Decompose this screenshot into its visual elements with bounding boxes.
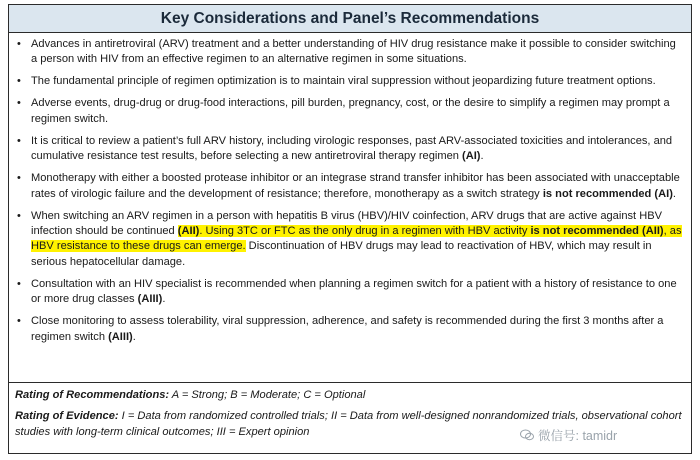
bullet-dot: • [17,38,21,50]
recommendations-list [9,33,691,345]
bullet-text: , as HBV resistance to these drugs can emerge. [31,225,682,253]
bullet-text: (AI) [462,150,481,163]
bullet-text: It is critical to review a patient’s full ARV history, including virologic responses, past ARV-associated toxicities and intolerances, and cumulative resistance test results, before selecting a new antiretroviral therapy regimen [31,134,673,163]
panel-title: Key Considerations and Panel’s Recommendations [9,5,691,33]
bullet-item [15,209,683,271]
bullet-item [15,171,683,202]
evidence-label: Rating of Evidence: [15,410,119,423]
bullet-text: When switching an ARV regimen in a person with hepatitis B virus (HBV)/HIV coinfection, ARV drugs that are active against HBV infection should be continued [31,209,663,238]
bullet-text: . Using 3TC or FTC as the only drug in a regimen with HBV activity [199,225,531,238]
bullet-text: Close monitoring to assess tolerability, viral suppression, adherence, and safety is recommended during the first 3 months after a regimen switch [31,315,664,343]
bullet-text: Consultation with an HIV specialist is recommended when planning a regimen switch for a patient with a history of resistance to one or more drug classes [31,277,677,306]
bullet-text: (AII) [177,225,200,238]
bullet-item [15,314,683,345]
bullet-text: is not recommended (AI) [542,187,673,200]
bullet-dot: • [17,277,21,290]
bullet-text: . [162,293,166,306]
bullet-text: Monotherapy with either a boosted protease inhibitor or an integrase strand transfer inhibitor has been associated with unacceptable rates of virologic failure and the development of resistance; therefore, monotherapy as a switch strategy [31,172,680,200]
rating-of-recommendations [15,388,683,403]
bullet-text: . [132,330,136,343]
bullet-item [15,96,683,127]
bullet-text: (AIII) [108,330,133,343]
section-divider [9,382,691,383]
recommendations-panel [8,4,692,454]
bullet-text: . [672,187,676,200]
bullet-text: Adverse events, drug-drug or drug-food interactions, pill burden, pregnancy, cost, or the desire to simplify a regimen may prompt a regimen switch. [31,97,670,125]
bullet-item [15,74,683,89]
bullet-dot: • [17,134,21,147]
bullet-text: Advances in antiretroviral (ARV) treatment and a better understanding of HIV drug resistance make it possible to consider switching a person with HIV from an effective regimen to an alternative regimen in some situations. [31,38,676,66]
bullet-dot: • [17,75,21,88]
evidence-scale: I = Data from randomized controlled trials; II = Data from well-designed nonrandomized trials, observational cohort studies with long-term clinical outcomes; III = Expert opinion [15,410,682,438]
bullet-text: . [480,150,484,163]
bullet-text: The fundamental principle of regimen optimization is to maintain viral suppression without jeopardizing future treatment options. [31,75,656,88]
bullet-dot: • [17,209,21,222]
bullet-text: (AIII) [137,293,163,306]
bullet-item [15,277,683,308]
bullet-text: is not recommended (AII) [530,225,664,238]
bullet-dot: • [17,172,21,185]
recommendations-label: Rating of Recommendations: [15,389,170,401]
bullet-dot: • [17,315,21,328]
bullet-text: Discontinuation of HBV drugs may lead to reactivation of HBV, which may result in serious hepatocellular damage. [31,240,652,268]
bullet-dot: • [17,97,21,110]
watermark-text: 微信号: tamidr [538,429,618,443]
bullet-item [15,134,683,165]
recommendations-scale: A = Strong; B = Moderate; C = Optional [171,389,366,401]
wechat-icon [520,428,534,442]
bullet-item [15,37,683,68]
wechat-watermark [520,426,617,444]
